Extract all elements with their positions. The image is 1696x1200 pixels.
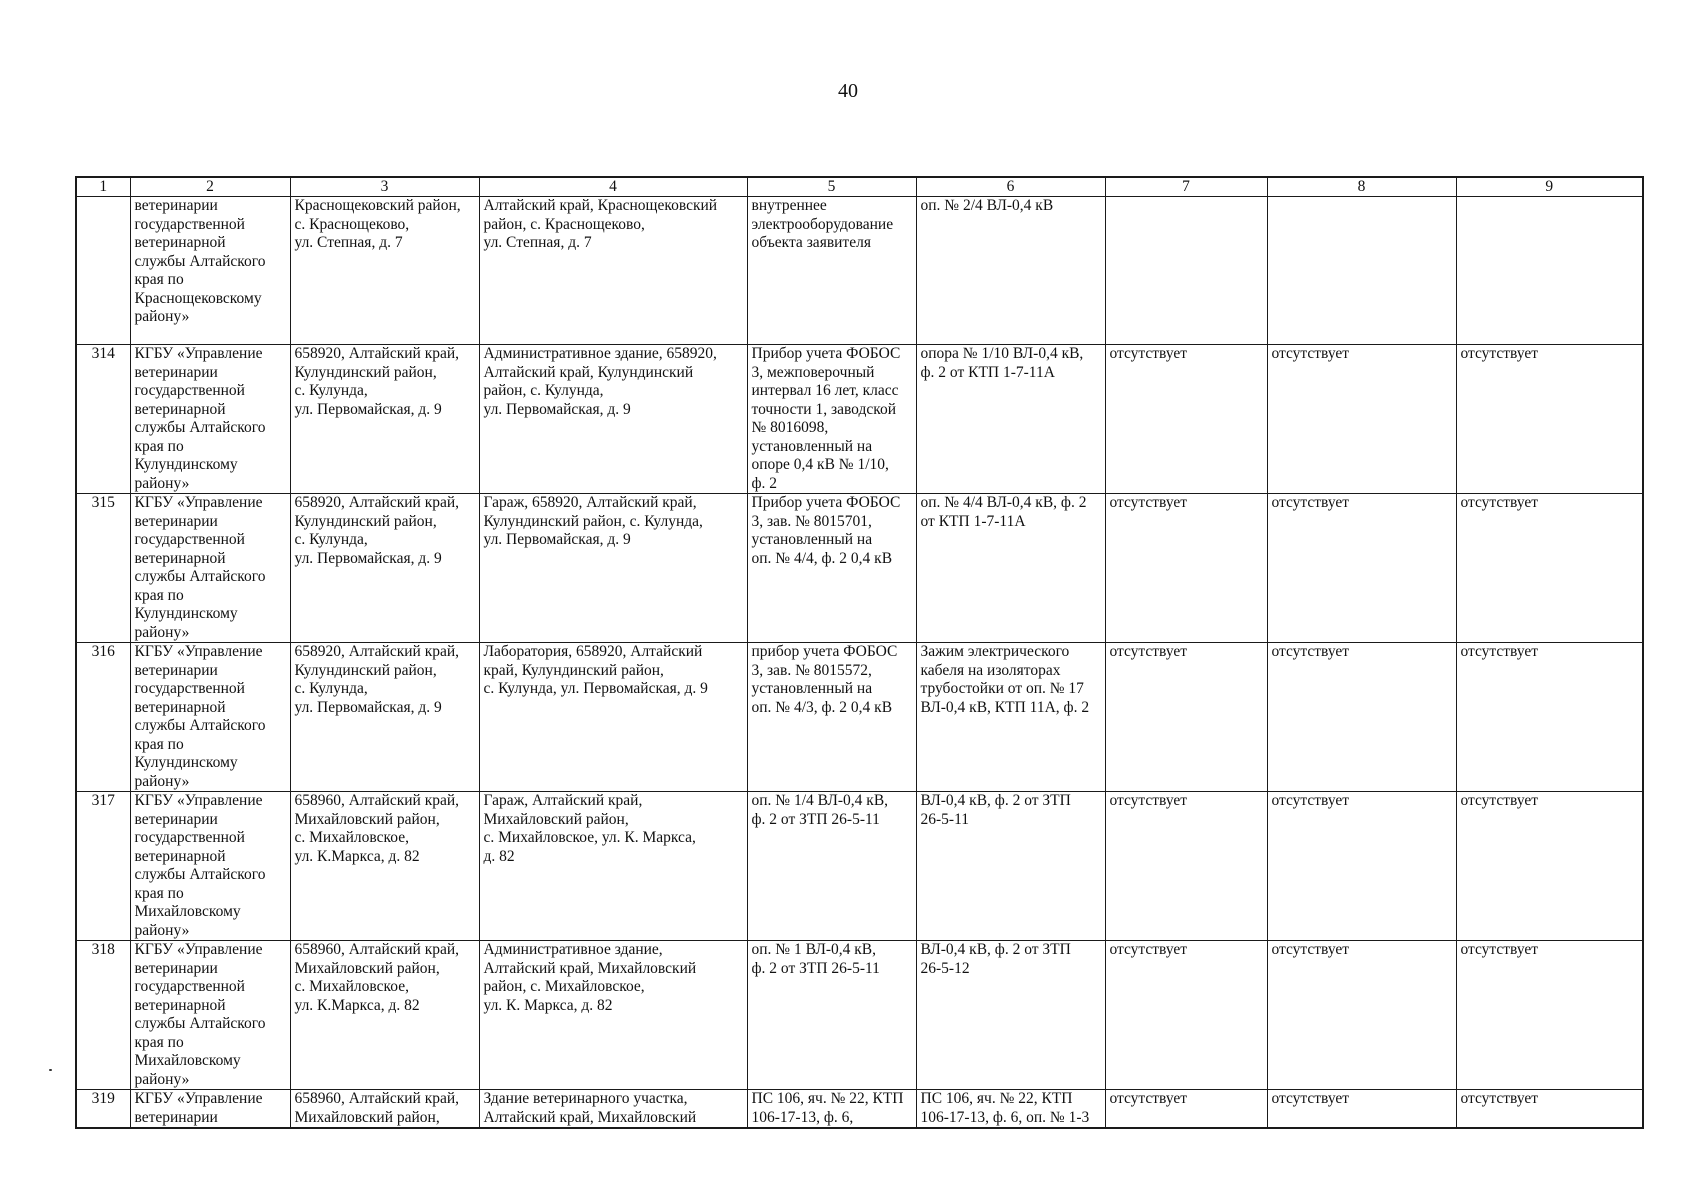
column-8-text: отсутствует [1271,1090,1350,1107]
address-cell [290,792,479,941]
connection-cell [916,345,1105,494]
column-9-cell [1456,941,1643,1090]
table-row [76,494,1643,643]
meter-text: Прибор учета ФОБОС 3, зав. № 8015701, установленный на оп. № 4/4, ф. 2 0,4 кВ [751,494,901,567]
row-number: 314 [91,345,115,362]
column-header: 4 [479,177,747,197]
column-9-text: отсутствует [1460,1090,1539,1107]
object-text: Здание ветеринарного участка, Алтайский край, Михайловский [483,1090,697,1126]
organization-cell [130,1090,290,1129]
organization-cell [130,197,290,345]
column-header: 8 [1267,177,1456,197]
row-number-cell [76,494,130,643]
connection-cell [916,1090,1105,1129]
column-9-cell [1456,494,1643,643]
connection-text: ПС 106, яч. № 22, КТП 106-17-13, ф. 6, оп. № 1-3 [920,1090,1090,1126]
column-7-cell [1105,792,1267,941]
row-number: 315 [91,494,115,511]
column-header: 2 [130,177,290,197]
address-text: 658960, Алтайский край, Михайловский район, с. Михайловское, ул. К.Маркса, д. 82 [294,941,460,1014]
meter-text: оп. № 1/4 ВЛ-0,4 кВ, ф. 2 от ЗТП 26-5-11 [751,792,889,828]
column-7-text: отсутствует [1109,941,1188,958]
column-header: 9 [1456,177,1643,197]
connection-text: опора № 1/10 ВЛ-0,4 кВ, ф. 2 от КТП 1-7-11А [920,345,1084,381]
connection-text: ВЛ-0,4 кВ, ф. 2 от ЗТП 26-5-12 [920,941,1071,977]
row-number-cell [76,197,130,345]
row-number-cell [76,1090,130,1129]
address-text: 658920, Алтайский край, Кулундинский район, с. Кулунда, ул. Первомайская, д. 9 [294,494,460,567]
column-9-text: отсутствует [1460,941,1539,958]
row-number: 319 [91,1090,115,1107]
table-row [76,643,1643,792]
object-cell [479,792,747,941]
table-row [76,197,1643,345]
meter-text: ПС 106, яч. № 22, КТП 106-17-13, ф. 6, [751,1090,904,1126]
column-9-cell [1456,345,1643,494]
meter-cell [747,941,916,1090]
column-8-text: отсутствует [1271,941,1350,958]
column-7-cell [1105,941,1267,1090]
row-number-cell [76,643,130,792]
connection-cell [916,941,1105,1090]
column-7-cell [1105,494,1267,643]
meter-text: оп. № 1 ВЛ-0,4 кВ, ф. 2 от ЗТП 26-5-11 [751,941,880,977]
object-cell [479,494,747,643]
address-cell [290,643,479,792]
organization-cell [130,792,290,941]
meter-cell [747,643,916,792]
meter-cell [747,792,916,941]
organization-cell [130,941,290,1090]
column-7-text: отсутствует [1109,1090,1188,1107]
address-text: 658960, Алтайский край, Михайловский район, с. Михайловское, ул. К.Маркса, д. 82 [294,792,460,865]
row-number-cell [76,345,130,494]
connection-cell [916,643,1105,792]
page-number: 40 [838,80,858,102]
object-cell [479,941,747,1090]
object-text: Гараж, Алтайский край, Михайловский район, с. Михайловское, ул. К. Маркса, д. 82 [483,792,696,865]
column-9-text: отсутствует [1460,494,1539,511]
organization-text: КГБУ «Управление ветеринарии государственной ветеринарной службы Алтайского края по Михайловскому району» [134,792,266,939]
column-8-text: отсутствует [1271,792,1350,809]
column-7-cell [1105,643,1267,792]
organization-text: КГБУ «Управление ветеринарии государственной ветеринарной службы Алтайского края по Кулундинскому району» [134,345,266,492]
meter-cell [747,494,916,643]
address-text: 658960, Алтайский край, Михайловский район, [294,1090,460,1126]
column-8-cell [1267,941,1456,1090]
meter-text: внутреннее электрооборудование объекта заявителя [751,197,894,251]
column-header: 5 [747,177,916,197]
scan-mark [49,1069,52,1071]
address-cell [290,1090,479,1129]
connection-cell [916,792,1105,941]
column-9-cell [1456,1090,1643,1129]
table-row [76,345,1643,494]
column-8-text: отсутствует [1271,345,1350,362]
organization-cell [130,345,290,494]
object-text: Административное здание, 658920, Алтайский край, Кулундинский район, с. Кулунда, ул. Первомайская, д. 9 [483,345,717,418]
header-row [76,177,1643,197]
address-text: 658920, Алтайский край, Кулундинский район, с. Кулунда, ул. Первомайская, д. 9 [294,643,460,716]
object-text: Гараж, 658920, Алтайский край, Кулундинский район, с. Кулунда, ул. Первомайская, д. 9 [483,494,703,548]
column-header: 6 [916,177,1105,197]
organization-text: КГБУ «Управление ветеринарии государственной ветеринарной службы Алтайского края по Кулундинскому району» [134,494,266,641]
connection-cell [916,197,1105,345]
row-number-cell [76,792,130,941]
table-row [76,941,1643,1090]
row-number: 318 [91,941,115,958]
meter-cell [747,197,916,345]
row-number: 316 [91,643,115,660]
column-7-text: отсутствует [1109,345,1188,362]
column-8-cell [1267,1090,1456,1129]
column-7-cell [1105,345,1267,494]
object-cell [479,197,747,345]
connection-text: ВЛ-0,4 кВ, ф. 2 от ЗТП 26-5-11 [920,792,1071,828]
address-cell [290,197,479,345]
column-9-cell [1456,792,1643,941]
organization-cell [130,494,290,643]
organization-text: КГБУ «Управление ветеринарии государственной ветеринарной службы Алтайского края по Кулундинскому району» [134,643,266,790]
column-8-cell [1267,792,1456,941]
object-cell [479,345,747,494]
object-text: Алтайский край, Краснощековский район, с. Краснощеково, ул. Степная, д. 7 [483,197,718,251]
column-9-cell [1456,197,1643,345]
object-text: Административное здание, Алтайский край, Михайловский район, с. Михайловское, ул. К. Маркса, д. 82 [483,941,697,1014]
column-9-text: отсутствует [1460,792,1539,809]
meter-text: прибор учета ФОБОС 3, зав. № 8015572, установленный на оп. № 4/3, ф. 2 0,4 кВ [751,643,898,716]
column-9-text: отсутствует [1460,643,1539,660]
address-cell [290,494,479,643]
meter-cell [747,1090,916,1129]
organization-cell [130,643,290,792]
organization-text: ветеринарии государственной ветеринарной службы Алтайского края по Краснощековскому району» [134,197,266,325]
connection-text: оп. № 4/4 ВЛ-0,4 кВ, ф. 2 от КТП 1-7-11А [920,494,1087,530]
column-header: 1 [76,177,130,197]
meter-cell [747,345,916,494]
column-7-text: отсутствует [1109,494,1188,511]
address-cell [290,345,479,494]
table-row [76,792,1643,941]
row-number-cell [76,941,130,1090]
connection-text: Зажим электрического кабеля на изоляторах трубостойки от оп. № 17 ВЛ-0,4 кВ, КТП 11А, ф. 2 [920,643,1090,716]
column-7-cell [1105,197,1267,345]
organization-text: КГБУ «Управление ветеринарии [134,1090,263,1126]
column-8-cell [1267,643,1456,792]
column-7-text: отсутствует [1109,792,1188,809]
object-text: Лаборатория, 658920, Алтайский край, Кулундинский район, с. Кулунда, ул. Первомайская, д. 9 [483,643,708,697]
column-header: 7 [1105,177,1267,197]
column-8-text: отсутствует [1271,494,1350,511]
table-row [76,1090,1643,1129]
document-table [75,176,1644,1129]
address-cell [290,941,479,1090]
column-9-text: отсутствует [1460,345,1539,362]
column-8-cell [1267,345,1456,494]
connection-cell [916,494,1105,643]
column-7-cell [1105,1090,1267,1129]
address-text: Краснощековский район, с. Краснощеково, ул. Степная, д. 7 [294,197,461,251]
column-9-cell [1456,643,1643,792]
connection-text: оп. № 2/4 ВЛ-0,4 кВ [920,197,1054,214]
meter-text: Прибор учета ФОБОС 3, межповерочный интервал 16 лет, класс точности 1, заводской № 8016098, установленный на опоре 0,4 кВ № 1/10, ф. 2 [751,345,901,492]
object-cell [479,1090,747,1129]
column-8-cell [1267,197,1456,345]
column-8-cell [1267,494,1456,643]
address-text: 658920, Алтайский край, Кулундинский район, с. Кулунда, ул. Первомайская, д. 9 [294,345,460,418]
column-7-text: отсутствует [1109,643,1188,660]
column-8-text: отсутствует [1271,643,1350,660]
column-header: 3 [290,177,479,197]
object-cell [479,643,747,792]
row-number: 317 [91,792,115,809]
organization-text: КГБУ «Управление ветеринарии государственной ветеринарной службы Алтайского края по Михайловскому району» [134,941,266,1088]
